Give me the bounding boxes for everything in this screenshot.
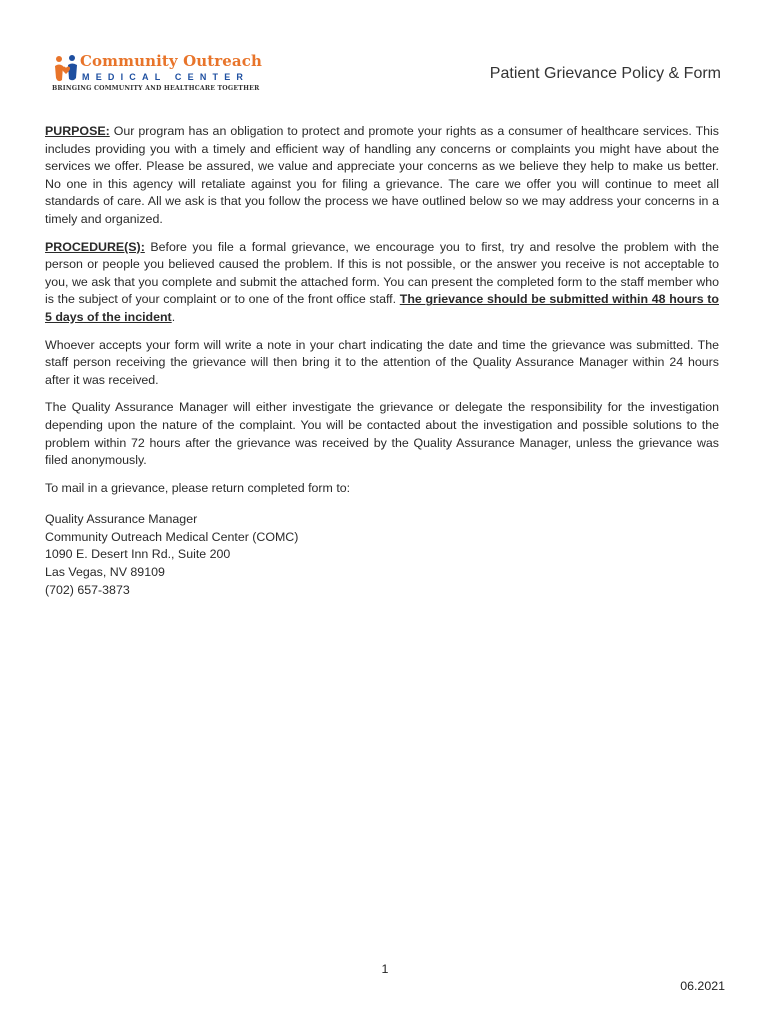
procedure-deadline: The grievance should be submitted within 48 hours to 5 days of the incident [45,292,719,324]
people-heart-icon [53,54,79,84]
mail-instructions: To mail in a grievance, please return completed form to: [45,480,351,495]
procedure-paragraph [45,239,719,327]
purpose-paragraph [45,123,719,229]
document-title: Patient Grievance Policy & Form [489,65,721,82]
logo-subtitle: MEDICAL CENTER [82,72,250,82]
logo-tagline: BRINGING COMMUNITY AND HEALTHCARE TOGETHER [52,85,260,92]
address-line: Community Outreach Medical Center (COMC) [45,529,299,544]
phone-number: (702) 657-3873 [45,582,130,597]
procedure-label: PROCEDURE(S): [45,239,145,254]
mailing-address [45,511,719,599]
document-body [45,123,719,599]
address-line: Las Vegas, NV 89109 [45,565,165,580]
organization-logo [50,52,260,92]
purpose-text: Our program has an obligation to protect and promote your rights as a consumer of healthcare services. This includes providing you with a timely and efficient way of handling any concerns or complaints you might have about the services we offer. Please be assured, we value and appreciate your concerns as we believe they help to make us better. No one in this agency will retaliate against you for filing a grievance. The care we offer you will continue to meet all standards of care. All we ask is that you follow the process we have outlined below so we may address your concerns in a timely and organized. [45,124,719,226]
procedure-end: . [171,309,176,324]
logo-title: Community Outreach [80,52,262,70]
purpose-label: PURPOSE: [45,124,110,138]
address-line: 1090 E. Desert Inn Rd., Suite 200 [45,547,231,562]
page-number: 1 [381,962,389,976]
investigation-paragraph: The Quality Assurance Manager will either investigate the grievance or delegate the responsibility for the investigation depending upon the nature of the complaint. You will be contacted about the investigation and possible solutions to the problem within 72 hours after the grievance was received by the Quality Assurance Manager, unless the grievance was filed anonymously. [45,400,719,468]
chart-note-paragraph: Whoever accepts your form will write a note in your chart indicating the date and time the grievance was submitted. The staff person receiving the grievance will then bring it to the attention of the Quality Assurance Manager within 24 hours after it was received. [45,337,719,387]
procedure-text: Before you file a formal grievance, we encourage you to first, try and resolve the problem with the person or people you believed caused the problem. If this is not possible, or the answer you receive is not acceptable to you, we ask that you complete and submit the attached form. You can present the completed form to the staff member who is the subject of your complaint or to one of the front office staff. [45,239,719,307]
revision-date: 06.2021 [680,979,725,993]
address-line: Quality Assurance Manager [45,512,198,527]
